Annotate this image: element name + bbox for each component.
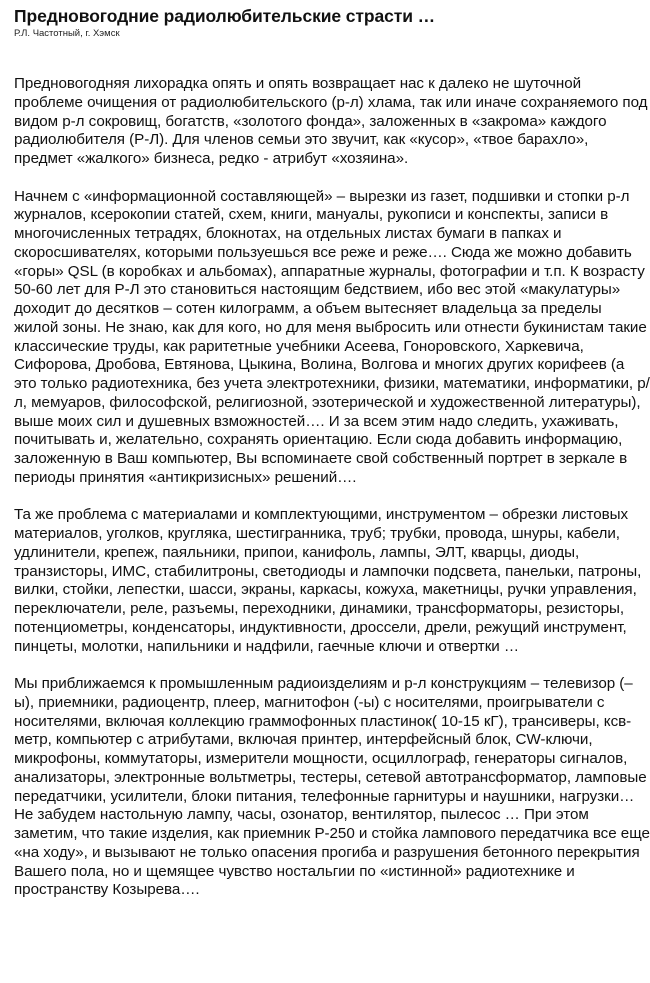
article-title: Предновогодние радиолюбительские страсти … [14,6,436,26]
paragraph-gap [14,169,650,188]
paragraph-intro: Предновогодняя лихорадка опять и опять возвращает нас к далеко не шуточной проблеме очищения от радиолюбительского (р-л) хлама, так или иначе сохраняемого под видом р-л сокровищ, богатств, «золотого фонда», заложенных в «закрома» каждого радиолюбителя (Р-Л). Для членов семьи это звучит, как «кусор», «твое барахло», предмет «жалкого» бизнеса, редко - атрибут «хозяина». [14,75,648,167]
paragraph-gap [14,488,650,507]
paragraph-gap [14,656,650,675]
paragraph-materials: Та же проблема с материалами и комплектующими, инструментом – обрезки листовых материалов, уголков, кругляка, шестигранника, труб; трубки, провода, шнуры, кабели, удлинители, крепеж, паяльники, припои, канифоль, лампы, ЭЛТ, кварцы, диоды, транзисторы, ИМС, стабилитроны, светодиоды и лампочки подсвета, панельки, патроны, вилки, стойки, лепестки, шасси, экраны, каркасы, кожуха, макетницы, ручки управления, переключатели, реле, разъемы, переходники, динамики, трансформаторы, резисторы, потенциометры, конденсаторы, индуктивности, дроссели, дрели, режущий инструмент, пинцеты, молотки, напильники и надфили, гаечные ключи и отвертки … [14,506,642,655]
article-body [14,75,650,900]
article-byline: Р.Л. Частотный, г. Хэмск [14,28,120,39]
paragraph-information: Начнем с «информационной составляющей» – вырезки из газет, подшивки и стопки р-л журналов, ксерокопии статей, схем, книги, мануалы, рукописи и конспекты, записи в многочисленных тетрадях, блокнотах, на отдельных листах бумаги в папках и скоросшивателях, которыми пользуешься все реже и реже…. Сюда же можно добавить «горы» QSL (в коробках и альбомах), аппаратные журналы, фотографии и т.п. К возрасту 50-60 лет для Р-Л это становиться настоящим бедствием, ибо вес этой «макулатуры» доходит до десятков – сотен килограмм, а объем вытесняет владельца за пределы жилой зоны. Не знаю, как для кого, но для меня выбросить или отнести букинистам такие классические труды, как раритетные учебники Асеева, Гоноровского, Харкевича, Сифорова, Дробова, Евтянова, Цыкина, Волина, Волгова и многих других корифеев (а это только радиотехника, без учета электротехники, физики, математики, информатики, р/л, мемуаров, философской, религиозной, эзотерической и художественной литературы), выше моих сил и душевных взможностей…. И за всем этим надо следить, ухаживать, почитывать и, желательно, сохранять ориентацию. Если сюда добавить информацию, заложенную в Ваш компьютер, Вы вспоминаете свой собственный портрет в зеркале в периоды принятия «антикризисных» решений…. [14,187,650,486]
paragraph-equipment: Мы приближаемся к промышленным радиоизделиям и р-л конструкциям – телевизор (–ы), приемники, радиоцентр, плеер, магнитофон (-ы) с носителями, проигрыватели с носителями, включая коллекцию граммофонных пластинок( 10-15 кГ), трансиверы, ксв-метр, компьютер с атрибутами, включая принтер, интерфейсный блок, CW-ключи, микрофоны, коммутаторы, измерители мощности, осциллограф, генераторы сигналов, анализаторы, электронные вольтметры, тестеры, сетевой автотрансформатор, ламповые передатчики, усилители, блоки питания, телефонные гарнитуры и наушники, нагрузки… Не забудем настольную лампу, часы, озонатор, вентилятор, пылесос … При этом заметим, что такие изделия, как приемник Р-250 и стойка лампового передатчика все еще «на ходу», и вызывают не только опасения прогиба и разрушения бетонного перекрытия Вашего пола, но и щемящее чувство ностальгии по «истинной» радиотехнике и пространству Козырева…. [14,675,650,899]
